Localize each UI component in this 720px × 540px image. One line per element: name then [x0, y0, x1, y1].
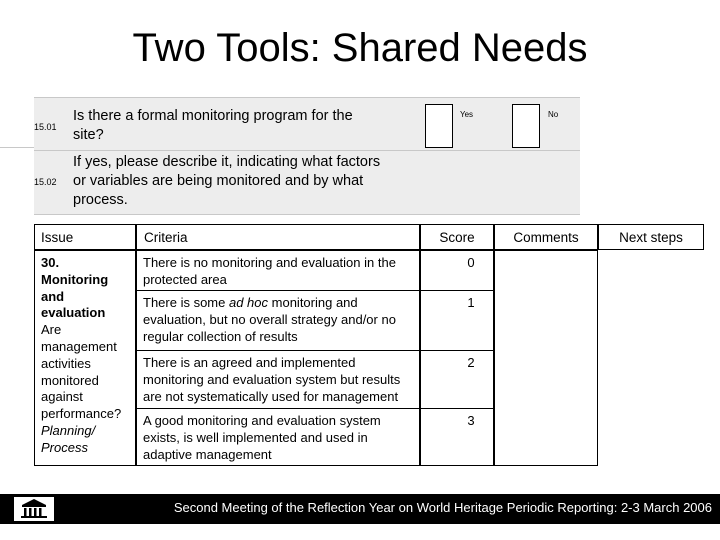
score-value: 2: [467, 355, 475, 370]
comments-cell[interactable]: [494, 250, 598, 466]
assessment-table: [34, 224, 704, 466]
header-next-steps: Next steps: [598, 224, 704, 250]
header-criteria: Criteria: [136, 224, 420, 250]
yes-checkbox[interactable]: [425, 104, 453, 148]
slide-title: Two Tools: Shared Needs: [132, 26, 588, 70]
criteria-text: There is no monitoring and evaluation in the protected area: [143, 255, 396, 287]
score-value: 1: [467, 295, 475, 310]
footer-text: Second Meeting of the Reflection Year on World Heritage Periodic Reporting: 2-3 March 2006: [173, 500, 712, 515]
header-issue: Issue: [34, 224, 136, 250]
unesco-temple-logo: [14, 497, 54, 521]
no-label: No: [548, 110, 559, 119]
criteria-text: There is some ad hoc monitoring and evaluation, but no overall strategy and/or no regular collection of results: [143, 295, 396, 344]
yes-label: Yes: [460, 110, 474, 119]
question-text: If yes, please describe it, indicating what factors or variables are being monitored and by what process.: [73, 154, 381, 208]
question-number: 15.01: [34, 122, 57, 132]
criteria-text: A good monitoring and evaluation system exists, is well implemented and used in adaptive management: [143, 413, 381, 462]
header-comments: Comments: [494, 224, 598, 250]
questionnaire-form: [34, 97, 423, 215]
criteria-text: There is an agreed and implemented monitoring and evaluation system but results are not systematically used for management: [143, 355, 401, 404]
question-number: 15.02: [34, 177, 57, 187]
form-divider: [0, 147, 34, 148]
score-value: 3: [467, 413, 475, 428]
question-divider: [34, 150, 423, 151]
header-score: Score: [420, 224, 494, 250]
no-checkbox[interactable]: [512, 104, 540, 148]
answer-panel: [423, 97, 580, 215]
footer-bar: [0, 494, 720, 524]
next-steps-cell: [597, 250, 704, 466]
score-value: 0: [467, 255, 475, 270]
question-text: Is there a formal monitoring program for the site?: [73, 108, 353, 143]
issue-text: 30. Monitoring and evaluation Are management activities monitored against performance? Planning/ Process: [41, 255, 122, 455]
answer-divider: [423, 150, 580, 151]
